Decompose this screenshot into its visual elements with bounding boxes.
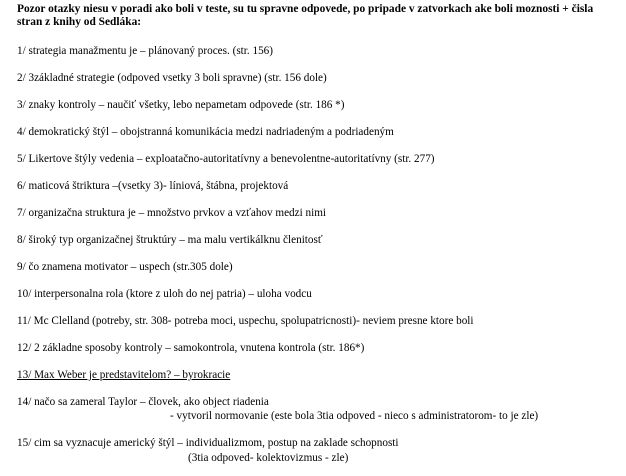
list-item-subline: (3tia odpoved- kolektovizmus - zle) xyxy=(188,452,349,464)
list-item: 10/ interpersonalna rola (ktore z uloh do nej patria) – uloha vodcu xyxy=(17,288,312,300)
list-item: 9/ čo znamena motivator – uspech (str.305 dole) xyxy=(17,261,233,273)
list-item: 15/ cim sa vyznacuje americký štýl – individualizmom, postup na zaklade schopnosti xyxy=(17,437,399,449)
list-item: 3/ znaky kontroly – naučiť všetky, lebo nepametam odpovede (str. 186 *) xyxy=(17,99,345,111)
list-item: 13/ Max Weber je predstavitelom? – byrokracie xyxy=(17,369,231,381)
list-item: 1/ strategia manažmentu je – plánovaný proces. (str. 156) xyxy=(17,45,273,57)
list-item-subline: - vytvoril normovanie (este bola 3tia odpoved - nieco s administratorom- to je zle) xyxy=(170,410,539,422)
list-item: 11/ Mc Clelland (potreby, str. 308- potreba moci, uspechu, spolupatricnosti)- neviem presne ktore boli xyxy=(17,315,474,327)
list-item: 2/ 3základné strategie (odpoved vsetky 3 boli spravne) (str. 156 dole) xyxy=(17,72,327,84)
list-item: 14/ načo sa zameral Taylor – človek, ako object riadenia xyxy=(17,396,269,408)
list-item: 12/ 2 základne sposoby kontroly – samokontrola, vnutena kontrola (str. 186*) xyxy=(17,342,365,354)
intro-paragraph: Pozor otazky niesu v poradi ako boli v teste, su tu spravne odpovede, po pripade v zatvorkach ake boli moznosti + čisla stran z knihy od Sedláka: xyxy=(17,3,594,29)
list-item: 6/ maticová štriktura –(vsetky 3)- líniová, štábna, projektová xyxy=(17,180,289,192)
list-item: 5/ Likertove štýly vedenia – exploatačno-autoritatívny a benevolentne-autoritatívny (str. 277) xyxy=(17,153,435,165)
list-item: 4/ demokratický štýl – obojstranná komunikácia medzi nadriadeným a podriadeným xyxy=(17,126,394,138)
list-item: 7/ organizačna struktura je – množstvo prvkov a vzťahov medzi nimi xyxy=(17,207,327,219)
list-item: 8/ široký typ organizačnej štruktúry – ma malu vertikálknu členitosť xyxy=(17,234,323,246)
